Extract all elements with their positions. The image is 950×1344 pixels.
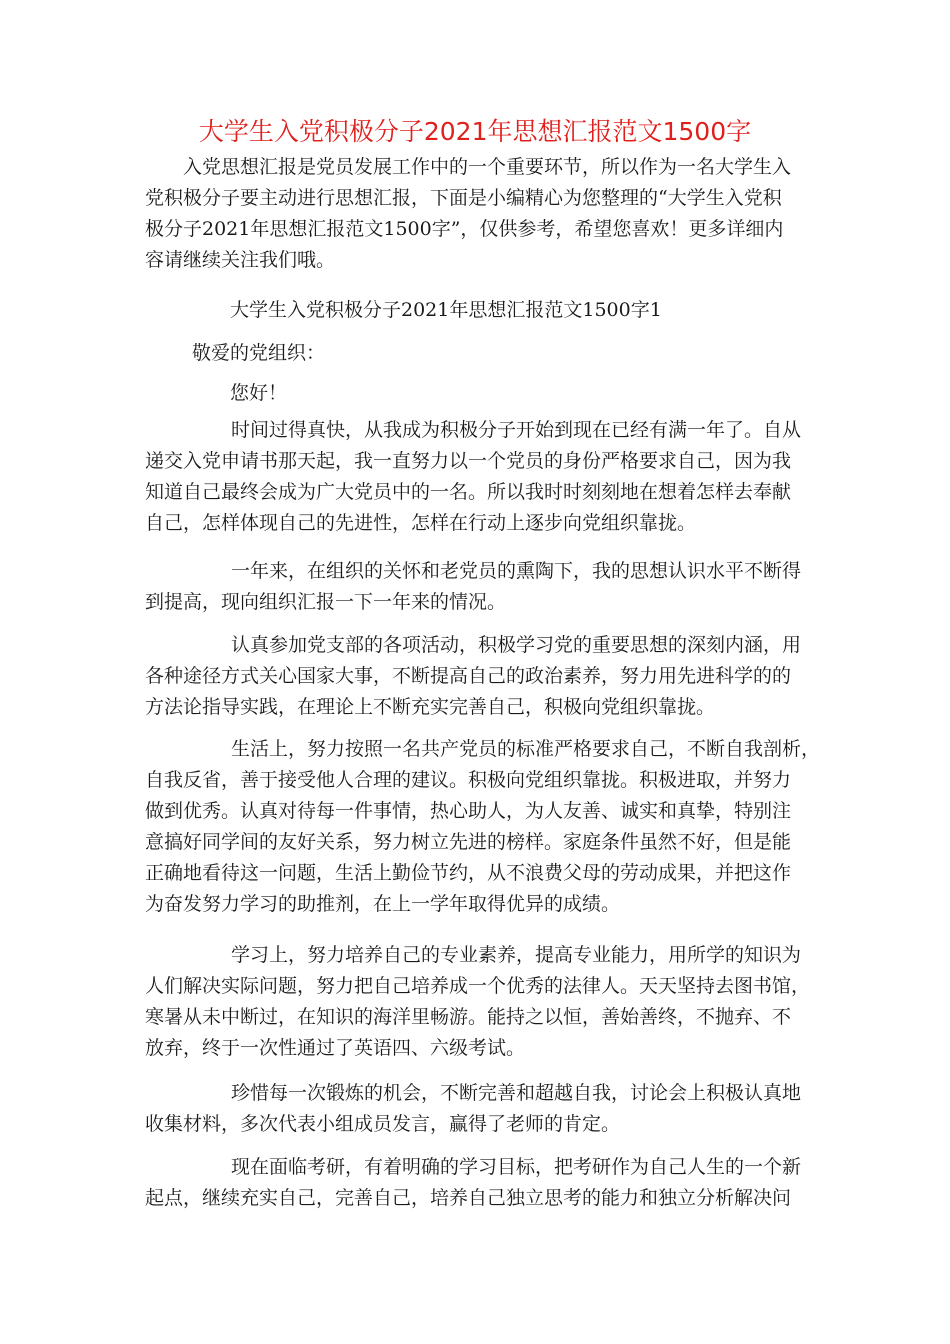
paragraph-line: 知道自己最终会成为广大党员中的一名。所以我时时刻刻地在想着怎样去奉献 [145, 481, 792, 503]
paragraph-line: 时间过得真快，从我成为积极分子开始到现在已经有满一年了。自从 [231, 419, 802, 441]
greeting: 您好！ [230, 382, 288, 404]
paragraph-line: 意搞好同学间的友好关系，努力树立先进的榜样。家庭条件虽然不好，但是能 [145, 831, 792, 853]
paragraph-line: 收集材料，多次代表小组成员发言，赢得了老师的肯定。 [145, 1113, 621, 1135]
paragraph-line: 到提高，现向组织汇报一下一年来的情况。 [145, 591, 507, 613]
paragraph-line: 放弃，终于一次性通过了英语四、六级考试。 [145, 1037, 526, 1059]
body-paragraph [145, 630, 807, 723]
paragraph-line: 珍惜每一次锻炼的机会，不断完善和超越自我，讨论会上积极认真地 [231, 1082, 802, 1104]
paragraph-line: 起点，继续充实自己，完善自己，培养自己独立思考的能力和独立分析解决问 [145, 1187, 792, 1209]
paragraph-line: 生活上，努力按照一名共产党员的标准严格要求自己，不断自我剖析， [231, 738, 821, 760]
intro-line: 容请继续关注我们哦。 [145, 249, 336, 271]
paragraph-line: 自己，怎样体现自己的先进性，怎样在行动上逐步向党组织靠拢。 [145, 512, 697, 534]
intro-paragraph [145, 152, 807, 276]
paragraph-line: 寒暑从未中断过，在知识的海洋里畅游。能持之以恒，善始善终，不抛弃、不 [145, 1006, 792, 1028]
intro-line: 入党思想汇报是党员发展工作中的一个重要环节，所以作为一名大学生入 [183, 156, 792, 178]
subtitle: 大学生入党积极分子2021年思想汇报范文1500字1 [230, 299, 662, 321]
paragraph-line: 自我反省，善于接受他人合理的建议。积极向党组织靠拢。积极进取，并努力 [145, 769, 792, 791]
body-paragraph [145, 940, 811, 1064]
paragraph-line: 正确地看待这一问题，生活上勤俭节约，从不浪费父母的劳动成果，并把这作 [145, 862, 792, 884]
paragraph-line: 为奋发努力学习的助推剂，在上一学年取得优异的成绩。 [145, 893, 621, 915]
body-paragraph [145, 1152, 807, 1214]
body-paragraph [145, 415, 807, 539]
intro-line: 极分子2021年思想汇报范文1500字”，仅供参考，希望您喜欢！更多详细内 [145, 218, 784, 240]
paragraph-line: 现在面临考研，有着明确的学习目标，把考研作为自己人生的一个新 [231, 1156, 802, 1178]
body-paragraph [145, 556, 807, 618]
paragraph-line: 一年来，在组织的关怀和老党员的熏陶下，我的思想认识水平不断得 [231, 560, 802, 582]
paragraph-line: 方法论指导实践，在理论上不断充实完善自己，积极向党组织靠拢。 [145, 696, 716, 718]
paragraph-line: 人们解决实际问题，努力把自己培养成一个优秀的法律人。天天坚持去图书馆， [145, 975, 811, 997]
paragraph-line: 做到优秀。认真对待每一件事情，热心助人，为人友善、诚实和真挚，特别注 [145, 800, 792, 822]
body-paragraph [145, 1078, 807, 1140]
paragraph-line: 认真参加党支部的各项活动，积极学习党的重要思想的深刻内涵，用 [231, 634, 802, 656]
paragraph-line: 学习上，努力培养自己的专业素养，提高专业能力，用所学的知识为 [231, 944, 802, 966]
paragraph-line: 各种途径方式关心国家大事，不断提高自己的政治素养，努力用先进科学的的 [145, 665, 792, 687]
document-title: 大学生入党积极分子2021年思想汇报范文1500字 [198, 117, 752, 146]
salutation: 敬爱的党组织： [192, 342, 326, 364]
body-paragraph [145, 734, 821, 920]
intro-line: 党积极分子要主动进行思想汇报，下面是小编精心为您整理的“大学生入党积 [145, 187, 782, 209]
paragraph-line: 递交入党申请书那天起，我一直努力以一个党员的身份严格要求自己，因为我 [145, 450, 792, 472]
